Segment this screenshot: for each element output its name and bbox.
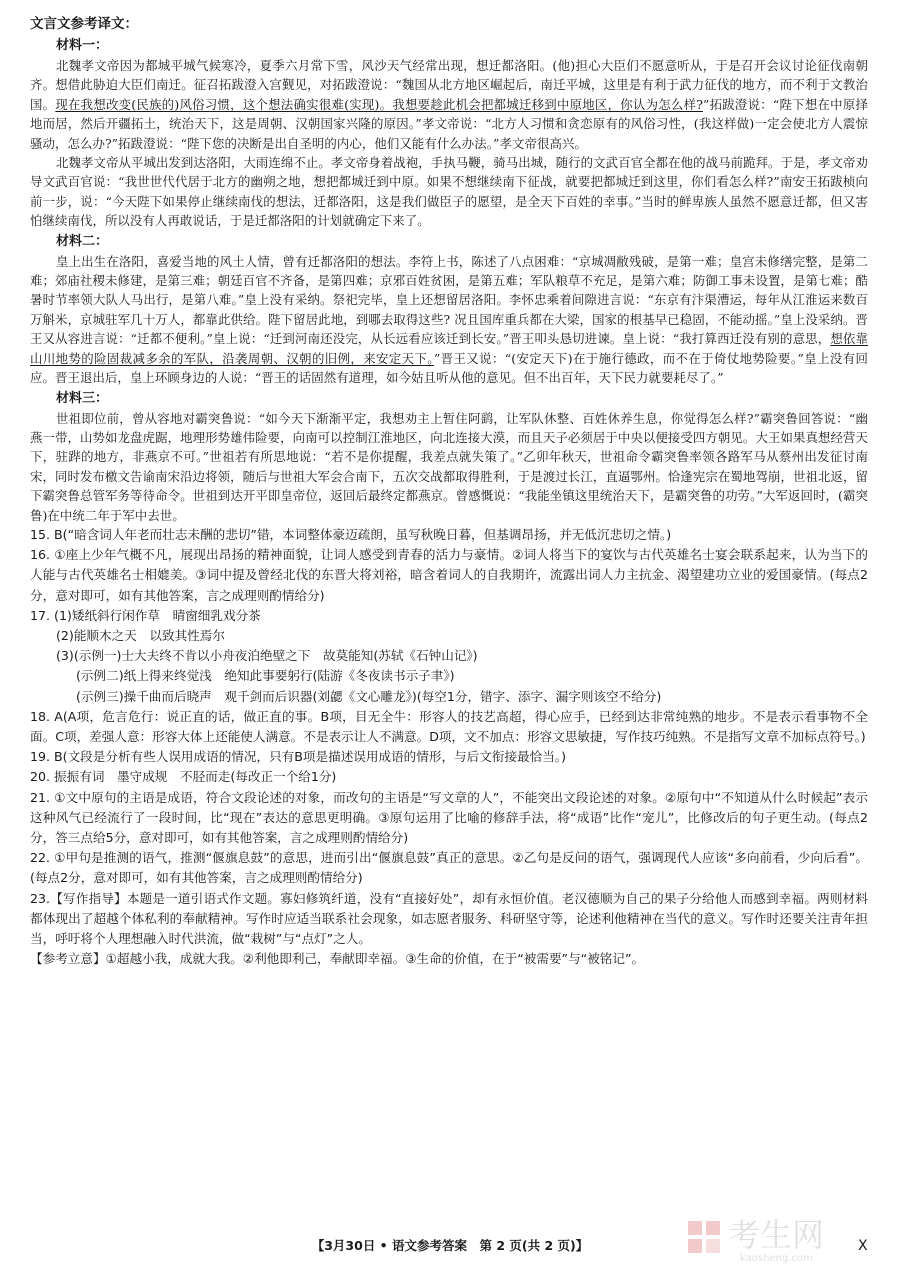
answer-item: 22. ①甲句是推测的语气，推测“偃旗息鼓”的意思，进而引出“偃旗息鼓”真正的意思。②乙句是反问的语气，强调现代人应该“多向前看，少向后看”。(每点2分，意对即可，如有其他答案，言之成理则酌情给分) [30,850,868,886]
watermark [680,1215,855,1270]
text-segment: 世祖即位前，曾从容地对霸突鲁说：“如今天下渐渐平定，我想劝主上暂住阿鹞，让军队休整、百姓休养生息，你觉得怎么样?”霸突鲁回答说：“幽燕一带，山势如龙盘虎踞，地理形势雄伟险要，向南可以控制江淮地区，向北连接大漠，而且天子必须居于中央以便接受四方朝见。大王如果真想经营天下，驻跸的地方，非燕京不可。”世祖若有所思地说：“若不是你提醒，我差点就失策了。”乙卯年秋天，世祖命令霸突鲁率领各路军马从蔡州出发征讨南宋，同时发布檄文告谕南宋沿边将领，随后与世祖大军会合南下，五次交战都取得胜利，于是渡过长江，直逼鄂州。恰逢宪宗在蜀地驾崩，世祖北返，留下霸突鲁总管军务等待命令。世祖到达开平即皇帝位，返回后最终定都燕京。曾感慨说：“我能坐镇这里统治天下，是霸突鲁的功劳。”大军返回时，(霸突鲁)在中统二年于军中去世。 [30,410,868,523]
page-footer: 【3月30日 • 语文参考答案 第 2 页(共 2 页)】 [311,1238,589,1253]
answer-item: 19. B(文段是分析有些人误用成语的情况，只有B项是描述误用成语的情形，与后文衔接最恰当。) [30,749,566,765]
text-segment: 北魏孝文帝从平城出发到达洛阳，大雨连绵不止。孝文帝身着战袍，手执马鞭，骑马出城，随行的文武百官全都在他的战马前跪拜。于是，孝文帝劝导文武百官说：“我世世代代居于北方的幽朔之地，想把都城迁到中原。如果不想继续南下征战，就要把都城迁到这里，你们看怎么样?”南安王拓跋桢向前一步，说：“今天陛下如果停止继续南伐的想法，迁都洛阳，这是我们做臣子的愿望，是全天下百姓的幸事。”当时的鲜卑族人虽然不愿意迁都，但又害怕继续南伐，所以没有人再敢说话，于是迁都洛阳的计划就确定下来了。 [30,155,868,229]
answer-item: 17. (1)矮纸斜行闲作草 晴窗细乳戏分茶 [30,607,261,623]
material-paragraph [30,153,868,231]
answer-item: 20. 振振有词 墨守成规 不胫而走(每改正一个给1分) [30,769,337,785]
material-paragraph [30,56,868,153]
text-segment: 北魏孝文帝因为都城平城气候寒冷，夏季六月常下雪，风沙天气经常出现，想迁都洛阳。(他)担心大臣们不愿意听从，于是召开会议讨论征伐南朝齐。想借此胁迫大臣们南迁。征召拓跋澄入宫觐见，对拓跋澄说：“魏国从北方地区崛起后，南迁平城，这里是有利于武力征伐的地方，而不利于文教治国。 [30,58,868,112]
text-segment: ”拓跋澄说：“陛下想在中原择地而居，然后开疆拓土，统治天下，这是周朝、汉朝国家兴隆的原因。”孝文帝说：“北方人习惯和贪恋原有的风俗习性，(我这样做)一定会使北方人震惊骚动，怎么办?”拓跋澄说：“陛下您的决断是出自圣明的内心，他们又能有什么办法。”孝文帝很高兴。 [30,96,868,151]
translation-heading: 文言文参考译文： [30,16,138,32]
answer-item: 18. A(A项，危言危行：说正直的话，做正直的事。B项，目无全牛：形容人的技艺高超，得心应手，已经到达非常纯熟的地步。不是表示看事物不全面。C项，差强人意：形容大体上还能使人满意。不是表示让人不满意。D项，文不加点：形容文思敏捷，写作技巧纯熟。不是指写文章不加标点符号。) [30,708,868,744]
materials-section [30,36,868,525]
answers-section [30,525,868,969]
answer-item: 15. B(“暗含词人年老而壮志未酬的悲切”错，本词整体豪迈疏朗，虽写秋晚日暮，但基调昂扬，并无低沉悲切之情。) [30,526,672,542]
answer-item: (2)能顺木之天 以致其性焉尔 [56,627,225,643]
answer-item: 【参考立意】①超越小我，成就大我。②利他即利己，奉献即幸福。③生命的价值，在于“被需要”与“被铭记”。 [30,951,645,967]
text-segment: 皇上出生在洛阳，喜爱当地的风土人情，曾有迁都洛阳的想法。李符上书，陈述了八点困难：“京城凋敝残破，是第一难；皇宫未修缮完整，是第二难；郊庙社稷未修建，是第三难；朝廷百官不齐备，是第四难；京邪百姓贫困，是第五难；军队粮草不充足，是第六难；防御工事未设置，是第七难；酷暑时节率领大队人马出行，是第八难。”皇上没有采纳。祭祀完毕，皇上还想留居洛阳。李怀忠乘着间隙进言说：“东京有汴渠漕运，每年从江淮运来数百万斛米，京城驻军几十万人，都靠此供给。陛下留居此地，到哪去取得这些? 况且国库重兵都在大梁，国家的根基早已稳固，不能动摇。”皇上没采纳。晋王又从容进言说：“迁都不便利。”皇上说：“迁到河南还没完，从长远看应该迁到长安。”晋王叩头恳切进谏。皇上说：“我打算西迁没有别的意思， [30,253,868,347]
kaosheng-logo-icon [686,1219,724,1263]
material-paragraph [30,252,868,388]
watermark-subtext: kaosheng.com [740,1253,813,1264]
material-title: 材料一： [56,38,109,53]
answer-item: (3)(示例一)士大夫终不肯以小舟夜泊绝壁之下 故莫能知(苏轼《石钟山记》) [56,648,478,664]
answer-item: 21. ①文中原句的主语是成语，符合文段论述的对象，而改句的主语是“写文章的人”，不能突出文段论述的对象。②原句中“不知道从什么时候起”表示这种风气已经流行了一段时间，比“现在”表达的意思更明确。③原句运用了比喻的修辞手法，将“成语”比作“宠儿”，比修改后的句子更生动。(每点2分，答三点给5分，意对即可，如有其他答案，言之成理则酌情给分) [30,789,868,845]
text-segment: ”晋王又说：“(安定天下)在于施行德政，而不在于倚仗地势险要。”皇上没有回应。晋王退出后，皇上环顾身边的人说：“晋王的话固然有道理，如今姑且听从他的意见。但不出百年，天下民力就要耗尽了。” [30,350,869,386]
answer-item: 16. ①座上少年气概不凡，展现出昂扬的精神面貌，让词人感受到青春的活力与豪情。②词人将当下的宴饮与古代英雄名士宴会联系起来，认为当下的人能与古代英雄名士相媲美。③词中提及曾经北伐的东晋大将刘裕，暗含着词人的自我期许，流露出词人力主抗金、渴望建功立业的爱国豪情。(每点2分，意对即可，如有其他答案，言之成理则酌情给分) [30,547,868,603]
watermark-text: 考生网 [728,1216,825,1254]
underlined-sentence: 想依靠山川地势的险固裁减多余的军队，沿袭周朝、汉朝的旧例，来安定天下。 [30,331,868,366]
answer-item: (示例三)操千曲而后晓声 观千剑而后识器(刘勰《文心雕龙》)(每空1分，错字、添字、漏字则该空不给分) [76,688,662,704]
footer-code: X [858,1238,868,1254]
answer-item: 23.【写作指导】本题是一道引语式作文题。寡妇修筑纤道，没有“直接好处”，却有永恒价值。老汉德顺为自己的果子分给他人而感到幸福。两则材料都体现出了超越个体私利的奉献精神。写作时应适当联系社会现象，如志愿者服务、科研坚守等，论述利他精神在当代的意义。写作时还要关注青年担当，呼吁将个人理想融入时代洪流，做“栽树”与“点灯”之人。 [30,890,868,946]
answer-page [30,14,868,969]
answer-item: (示例二)纸上得来终觉浅 绝知此事要躬行(陆游《冬夜读书示子聿》) [76,668,455,684]
material-title: 材料三： [56,390,109,406]
material-title: 材料二： [56,233,109,249]
underlined-sentence: 现在我想改变(民族的)风俗习惯，这个想法确实很难(实现)。我想要趁此机会把都城迁移到中原地区，你认为怎么样? [55,96,703,112]
material-paragraph [30,409,868,525]
